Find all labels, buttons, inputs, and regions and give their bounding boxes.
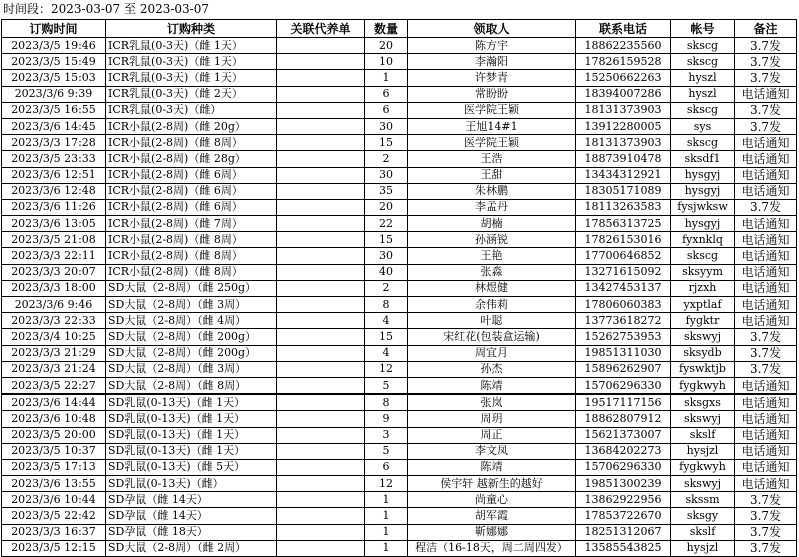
cell-remark: 电话通知: [735, 427, 797, 443]
cell-order-type: SD大鼠（2-8周）（雌 250g）: [106, 280, 277, 296]
cell-order-time: 2023/3/5 22:27: [2, 377, 106, 394]
cell-linked-order: [277, 459, 365, 475]
cell-order-time: 2023/3/3 21:29: [2, 345, 106, 361]
cell-account: hysgyj: [671, 167, 735, 183]
cell-account: fysjwksw: [671, 199, 735, 215]
table-row: [2, 394, 797, 411]
cell-remark: 3.7发: [735, 540, 797, 556]
cell-order-type: ICR小鼠(2-8周)（雌 28g）: [106, 151, 277, 167]
cell-phone: 17700646852: [576, 248, 671, 264]
cell-quantity: 30: [365, 248, 408, 264]
cell-linked-order: [277, 377, 365, 394]
cell-order-time: 2023/3/5 21:08: [2, 232, 106, 248]
col-recipient: 领取人: [408, 20, 576, 38]
cell-quantity: 4: [365, 313, 408, 329]
cell-linked-order: [277, 102, 365, 118]
table-row: [2, 38, 797, 54]
cell-order-time: 2023/3/6 10:48: [2, 411, 106, 427]
cell-linked-order: [277, 38, 365, 54]
cell-quantity: 35: [365, 183, 408, 199]
cell-order-type: SD乳鼠(0-13天)（雌 1天）: [106, 443, 277, 459]
cell-account: hysjzl: [671, 443, 735, 459]
cell-quantity: 12: [365, 361, 408, 377]
cell-quantity: 15: [365, 329, 408, 345]
cell-account: hysjzl: [671, 540, 735, 556]
cell-order-type: SD大鼠（2-8周）（雌 3周）: [106, 361, 277, 377]
cell-linked-order: [277, 216, 365, 232]
cell-order-time: 2023/3/3 22:11: [2, 248, 106, 264]
cell-recipient: 王艳: [408, 248, 576, 264]
cell-remark: 电话通知: [735, 459, 797, 475]
cell-recipient: 周宜月: [408, 345, 576, 361]
cell-phone: 17806060383: [576, 297, 671, 313]
cell-phone: 13684202273: [576, 443, 671, 459]
cell-recipient: 侯宇轩 越新生的越好: [408, 476, 576, 492]
cell-order-type: ICR小鼠(2-8周)（雌 7周）: [106, 216, 277, 232]
cell-phone: 17853722670: [576, 508, 671, 524]
cell-phone: 17856313725: [576, 216, 671, 232]
cell-linked-order: [277, 248, 365, 264]
cell-phone: 18113263583: [576, 199, 671, 215]
cell-quantity: 8: [365, 297, 408, 313]
cell-order-type: SD孕鼠（雌 14天）: [106, 492, 277, 508]
cell-order-type: ICR小鼠(2-8周)（雌 8周）: [106, 135, 277, 151]
cell-account: sksgxs: [671, 394, 735, 411]
cell-recipient: 孙杰: [408, 361, 576, 377]
cell-order-time: 2023/3/5 15:49: [2, 54, 106, 70]
cell-account: skscg: [671, 135, 735, 151]
table-row: [2, 524, 797, 540]
table-row: [2, 118, 797, 134]
cell-linked-order: [277, 280, 365, 296]
cell-order-time: 2023/3/3 21:24: [2, 361, 106, 377]
cell-order-type: SD孕鼠（雌 18天）: [106, 524, 277, 540]
cell-order-time: 2023/3/4 10:25: [2, 329, 106, 345]
cell-linked-order: [277, 443, 365, 459]
cell-order-time: 2023/3/5 17:13: [2, 459, 106, 475]
cell-remark: 3.7发: [735, 70, 797, 86]
cell-account: skswyj: [671, 411, 735, 427]
cell-linked-order: [277, 199, 365, 215]
cell-linked-order: [277, 151, 365, 167]
cell-quantity: 4: [365, 345, 408, 361]
cell-phone: 15706296330: [576, 459, 671, 475]
cell-remark: 电话通知: [735, 280, 797, 296]
cell-order-time: 2023/3/5 22:42: [2, 508, 106, 524]
cell-account: fygkwyh: [671, 459, 735, 475]
cell-order-type: ICR乳鼠(0-3天)（雌）: [106, 102, 277, 118]
cell-remark: 电话通知: [735, 135, 797, 151]
table-row: [2, 216, 797, 232]
cell-linked-order: [277, 540, 365, 556]
cell-account: hysgyj: [671, 183, 735, 199]
cell-account: fygktr: [671, 313, 735, 329]
table-row: [2, 70, 797, 86]
cell-quantity: 2: [365, 151, 408, 167]
cell-order-type: SD乳鼠(0-13天)（雌 1天）: [106, 427, 277, 443]
cell-recipient: 胡楠: [408, 216, 576, 232]
cell-linked-order: [277, 345, 365, 361]
order-table: [1, 19, 797, 557]
cell-order-type: SD乳鼠(0-13天)（雌 1天）: [106, 411, 277, 427]
cell-order-type: ICR小鼠(2-8周)（雌 8周）: [106, 232, 277, 248]
cell-recipient: 陈方宇: [408, 38, 576, 54]
cell-remark: 电话通知: [735, 411, 797, 427]
cell-phone: 15896262907: [576, 361, 671, 377]
cell-remark: 电话通知: [735, 183, 797, 199]
cell-order-time: 2023/3/5 23:33: [2, 151, 106, 167]
cell-linked-order: [277, 264, 365, 280]
cell-linked-order: [277, 329, 365, 345]
cell-recipient: 常盼盼: [408, 86, 576, 102]
table-row: [2, 329, 797, 345]
cell-order-type: SD大鼠（2-8周）（雌 8周）: [106, 377, 277, 394]
cell-remark: 电话通知: [735, 248, 797, 264]
cell-remark: 3.7发: [735, 508, 797, 524]
cell-order-type: ICR小鼠(2-8周)（雌 6周）: [106, 199, 277, 215]
cell-remark: 电话通知: [735, 216, 797, 232]
cell-quantity: 6: [365, 86, 408, 102]
cell-account: skswyj: [671, 329, 735, 345]
cell-quantity: 12: [365, 476, 408, 492]
cell-account: skslf: [671, 427, 735, 443]
cell-recipient: 周玥: [408, 411, 576, 427]
table-row: [2, 135, 797, 151]
table-row: [2, 264, 797, 280]
cell-order-time: 2023/3/5 19:46: [2, 38, 106, 54]
cell-order-time: 2023/3/6 11:26: [2, 199, 106, 215]
cell-recipient: 朱林鹏: [408, 183, 576, 199]
cell-linked-order: [277, 361, 365, 377]
cell-account: fyswktjb: [671, 361, 735, 377]
cell-order-type: SD大鼠（2-8周）（雌 3周）: [106, 297, 277, 313]
cell-order-type: ICR乳鼠(0-3天)（雌 1天）: [106, 70, 277, 86]
col-order-time: 订购时间: [2, 20, 106, 38]
cell-remark: 3.7发: [735, 118, 797, 134]
table-row: [2, 459, 797, 475]
table-row: [2, 492, 797, 508]
cell-phone: 19517117156: [576, 394, 671, 411]
cell-account: skscg: [671, 102, 735, 118]
cell-order-time: 2023/3/5 20:00: [2, 427, 106, 443]
cell-phone: 15262753953: [576, 329, 671, 345]
cell-order-time: 2023/3/3 18:00: [2, 280, 106, 296]
cell-quantity: 10: [365, 54, 408, 70]
col-quantity: 数量: [365, 20, 408, 38]
cell-phone: 13862922956: [576, 492, 671, 508]
cell-order-time: 2023/3/5 16:55: [2, 102, 106, 118]
cell-quantity: 1: [365, 70, 408, 86]
cell-linked-order: [277, 524, 365, 540]
cell-phone: 18305171089: [576, 183, 671, 199]
cell-phone: 13427453137: [576, 280, 671, 296]
cell-quantity: 1: [365, 508, 408, 524]
cell-remark: 电话通知: [735, 297, 797, 313]
cell-linked-order: [277, 297, 365, 313]
table-row: [2, 183, 797, 199]
cell-order-type: ICR乳鼠(0-3天)（雌 1天）: [106, 38, 277, 54]
cell-remark: 电话通知: [735, 476, 797, 492]
cell-quantity: 1: [365, 492, 408, 508]
cell-linked-order: [277, 427, 365, 443]
cell-recipient: 王甜: [408, 167, 576, 183]
cell-quantity: 15: [365, 232, 408, 248]
cell-quantity: 1: [365, 540, 408, 556]
cell-order-time: 2023/3/5 10:37: [2, 443, 106, 459]
table-row: [2, 313, 797, 329]
cell-phone: 15706296330: [576, 377, 671, 394]
table-row: [2, 411, 797, 427]
cell-recipient: 孙涵锐: [408, 232, 576, 248]
cell-order-type: ICR乳鼠(0-3天)（雌 1天）: [106, 54, 277, 70]
cell-phone: 19851300239: [576, 476, 671, 492]
table-row: [2, 540, 797, 556]
table-row: [2, 377, 797, 394]
cell-remark: 电话通知: [735, 167, 797, 183]
cell-order-time: 2023/3/3 16:37: [2, 524, 106, 540]
table-row: [2, 151, 797, 167]
cell-remark: 电话通知: [735, 313, 797, 329]
cell-remark: 3.7发: [735, 492, 797, 508]
cell-order-type: ICR乳鼠(0-3天)（雌 2天）: [106, 86, 277, 102]
cell-recipient: 林煜健: [408, 280, 576, 296]
cell-phone: 17826153016: [576, 232, 671, 248]
cell-phone: 15621373007: [576, 427, 671, 443]
cell-order-time: 2023/3/6 13:05: [2, 216, 106, 232]
table-row: [2, 476, 797, 492]
cell-remark: 电话通知: [735, 232, 797, 248]
cell-order-type: SD大鼠（2-8周）（雌 200g）: [106, 329, 277, 345]
cell-recipient: 王旭14#1: [408, 118, 576, 134]
cell-order-time: 2023/3/6 9:39: [2, 86, 106, 102]
cell-recipient: 医学院王颖: [408, 135, 576, 151]
cell-quantity: 40: [365, 264, 408, 280]
cell-recipient: 李文凤: [408, 443, 576, 459]
cell-account: hysgyj: [671, 216, 735, 232]
cell-recipient: 李孟丹: [408, 199, 576, 215]
cell-recipient: 程洁（16-18天，周二周四发）: [408, 540, 576, 556]
cell-recipient: 陈靖: [408, 377, 576, 394]
cell-order-type: ICR小鼠(2-8周)（雌 8周）: [106, 264, 277, 280]
cell-linked-order: [277, 118, 365, 134]
cell-quantity: 20: [365, 38, 408, 54]
cell-quantity: 6: [365, 459, 408, 475]
cell-order-type: ICR小鼠(2-8周)（雌 6周）: [106, 183, 277, 199]
cell-remark: 电话通知: [735, 264, 797, 280]
cell-quantity: 30: [365, 167, 408, 183]
cell-order-time: 2023/3/6 13:55: [2, 476, 106, 492]
cell-order-time: 2023/3/5 15:03: [2, 70, 106, 86]
cell-linked-order: [277, 508, 365, 524]
cell-quantity: 30: [365, 118, 408, 134]
cell-account: rjzxh: [671, 280, 735, 296]
cell-order-time: 2023/3/6 9:46: [2, 297, 106, 313]
cell-phone: 19851311030: [576, 345, 671, 361]
cell-linked-order: [277, 492, 365, 508]
cell-recipient: 李瀚阳: [408, 54, 576, 70]
cell-recipient: 张岚: [408, 394, 576, 411]
cell-account: hyszl: [671, 86, 735, 102]
cell-linked-order: [277, 183, 365, 199]
cell-linked-order: [277, 167, 365, 183]
cell-order-time: 2023/3/6 12:48: [2, 183, 106, 199]
cell-recipient: 胡军霞: [408, 508, 576, 524]
cell-order-type: SD大鼠（2-8周）（雌 2周）: [106, 540, 277, 556]
table-row: [2, 508, 797, 524]
cell-phone: 13912280005: [576, 118, 671, 134]
cell-order-type: ICR小鼠(2-8周)（雌 20g）: [106, 118, 277, 134]
cell-recipient: 陈靖: [408, 459, 576, 475]
table-row: [2, 86, 797, 102]
cell-remark: 电话通知: [735, 377, 797, 394]
cell-phone: 13773618272: [576, 313, 671, 329]
cell-account: hyszl: [671, 70, 735, 86]
cell-recipient: 王浩: [408, 151, 576, 167]
cell-phone: 18862807912: [576, 411, 671, 427]
cell-order-time: 2023/3/6 10:44: [2, 492, 106, 508]
table-row: [2, 232, 797, 248]
cell-order-type: ICR小鼠(2-8周)（雌 6周）: [106, 167, 277, 183]
cell-order-time: 2023/3/3 17:28: [2, 135, 106, 151]
cell-quantity: 3: [365, 427, 408, 443]
table-row: [2, 248, 797, 264]
cell-remark: 3.7发: [735, 199, 797, 215]
cell-phone: 18873910478: [576, 151, 671, 167]
cell-order-type: SD孕鼠（雌 14天）: [106, 508, 277, 524]
cell-linked-order: [277, 232, 365, 248]
table-row: [2, 102, 797, 118]
cell-account: fyxnklq: [671, 232, 735, 248]
cell-linked-order: [277, 70, 365, 86]
cell-recipient: 张淼: [408, 264, 576, 280]
cell-linked-order: [277, 313, 365, 329]
cell-account: sksgy: [671, 508, 735, 524]
cell-quantity: 6: [365, 102, 408, 118]
cell-order-time: 2023/3/6 12:51: [2, 167, 106, 183]
cell-recipient: 余伟莉: [408, 297, 576, 313]
cell-order-type: SD乳鼠(0-13天)（雌 1天）: [106, 394, 277, 411]
table-row: [2, 280, 797, 296]
cell-remark: 3.7发: [735, 524, 797, 540]
cell-linked-order: [277, 135, 365, 151]
cell-account: skscg: [671, 248, 735, 264]
cell-order-type: ICR小鼠(2-8周)（雌 8周）: [106, 248, 277, 264]
cell-recipient: 尚童心: [408, 492, 576, 508]
cell-phone: 17826159528: [576, 54, 671, 70]
cell-remark: 3.7发: [735, 361, 797, 377]
cell-phone: 13434312921: [576, 167, 671, 183]
cell-phone: 13271615092: [576, 264, 671, 280]
cell-account: skslf: [671, 524, 735, 540]
cell-phone: 18131373903: [576, 102, 671, 118]
cell-phone: 18131373903: [576, 135, 671, 151]
cell-order-time: 2023/3/6 14:45: [2, 118, 106, 134]
cell-account: sksyym: [671, 264, 735, 280]
cell-quantity: 22: [365, 216, 408, 232]
table-row: [2, 443, 797, 459]
cell-recipient: 医学院王颖: [408, 102, 576, 118]
cell-quantity: 2: [365, 280, 408, 296]
cell-recipient: 叶聪: [408, 313, 576, 329]
cell-linked-order: [277, 54, 365, 70]
cell-phone: 13585543825: [576, 540, 671, 556]
table-row: [2, 54, 797, 70]
cell-account: fygkwyh: [671, 377, 735, 394]
cell-remark: 电话通知: [735, 151, 797, 167]
cell-quantity: 9: [365, 411, 408, 427]
cell-recipient: 宋红花(包装盒运输): [408, 329, 576, 345]
table-row: [2, 361, 797, 377]
cell-linked-order: [277, 411, 365, 427]
cell-order-type: SD大鼠（2-8周）（雌 4周）: [106, 313, 277, 329]
table-header-row: [2, 20, 797, 38]
cell-phone: 18394007286: [576, 86, 671, 102]
cell-remark: 3.7发: [735, 38, 797, 54]
cell-remark: 3.7发: [735, 54, 797, 70]
cell-quantity: 5: [365, 377, 408, 394]
col-account: 帐号: [671, 20, 735, 38]
cell-account: sksydb: [671, 345, 735, 361]
cell-remark: 电话通知: [735, 394, 797, 411]
col-phone: 联系电话: [576, 20, 671, 38]
cell-quantity: 15: [365, 135, 408, 151]
cell-recipient: 许梦青: [408, 70, 576, 86]
cell-account: skscg: [671, 38, 735, 54]
cell-order-type: SD大鼠（2-8周）（雌 200g）: [106, 345, 277, 361]
table-row: [2, 167, 797, 183]
cell-order-type: SD乳鼠(0-13天)（雌 5天）: [106, 459, 277, 475]
cell-remark: 3.7发: [735, 329, 797, 345]
table-row: [2, 199, 797, 215]
cell-account: skssm: [671, 492, 735, 508]
table-row: [2, 345, 797, 361]
table-row: [2, 297, 797, 313]
cell-remark: 电话通知: [735, 86, 797, 102]
table-row: [2, 427, 797, 443]
cell-order-time: 2023/3/5 12:15: [2, 540, 106, 556]
cell-account: skswyj: [671, 476, 735, 492]
cell-quantity: 8: [365, 394, 408, 411]
cell-linked-order: [277, 86, 365, 102]
cell-linked-order: [277, 476, 365, 492]
cell-remark: 3.7发: [735, 102, 797, 118]
cell-remark: 电话通知: [735, 443, 797, 459]
cell-order-time: 2023/3/3 22:33: [2, 313, 106, 329]
cell-account: sksdf1: [671, 151, 735, 167]
cell-phone: 15250662263: [576, 70, 671, 86]
cell-account: sys: [671, 118, 735, 134]
cell-quantity: 5: [365, 443, 408, 459]
cell-phone: 18251312067: [576, 524, 671, 540]
cell-quantity: 20: [365, 199, 408, 215]
col-remark: 备注: [735, 20, 797, 38]
cell-account: skscg: [671, 54, 735, 70]
period-label: 时间段：2023-03-07 至 2023-03-07: [3, 2, 210, 16]
col-linked-order: 关联代养单: [277, 20, 365, 38]
cell-order-time: 2023/3/6 14:44: [2, 394, 106, 411]
cell-remark: 3.7发: [735, 345, 797, 361]
cell-order-time: 2023/3/3 20:07: [2, 264, 106, 280]
cell-recipient: 靳娜娜: [408, 524, 576, 540]
cell-linked-order: [277, 394, 365, 411]
cell-order-type: SD乳鼠(0-13天)（雌）: [106, 476, 277, 492]
cell-quantity: 1: [365, 524, 408, 540]
col-order-type: 订购种类: [106, 20, 277, 38]
cell-phone: 18862235560: [576, 38, 671, 54]
cell-account: yxptlaf: [671, 297, 735, 313]
cell-recipient: 周正: [408, 427, 576, 443]
